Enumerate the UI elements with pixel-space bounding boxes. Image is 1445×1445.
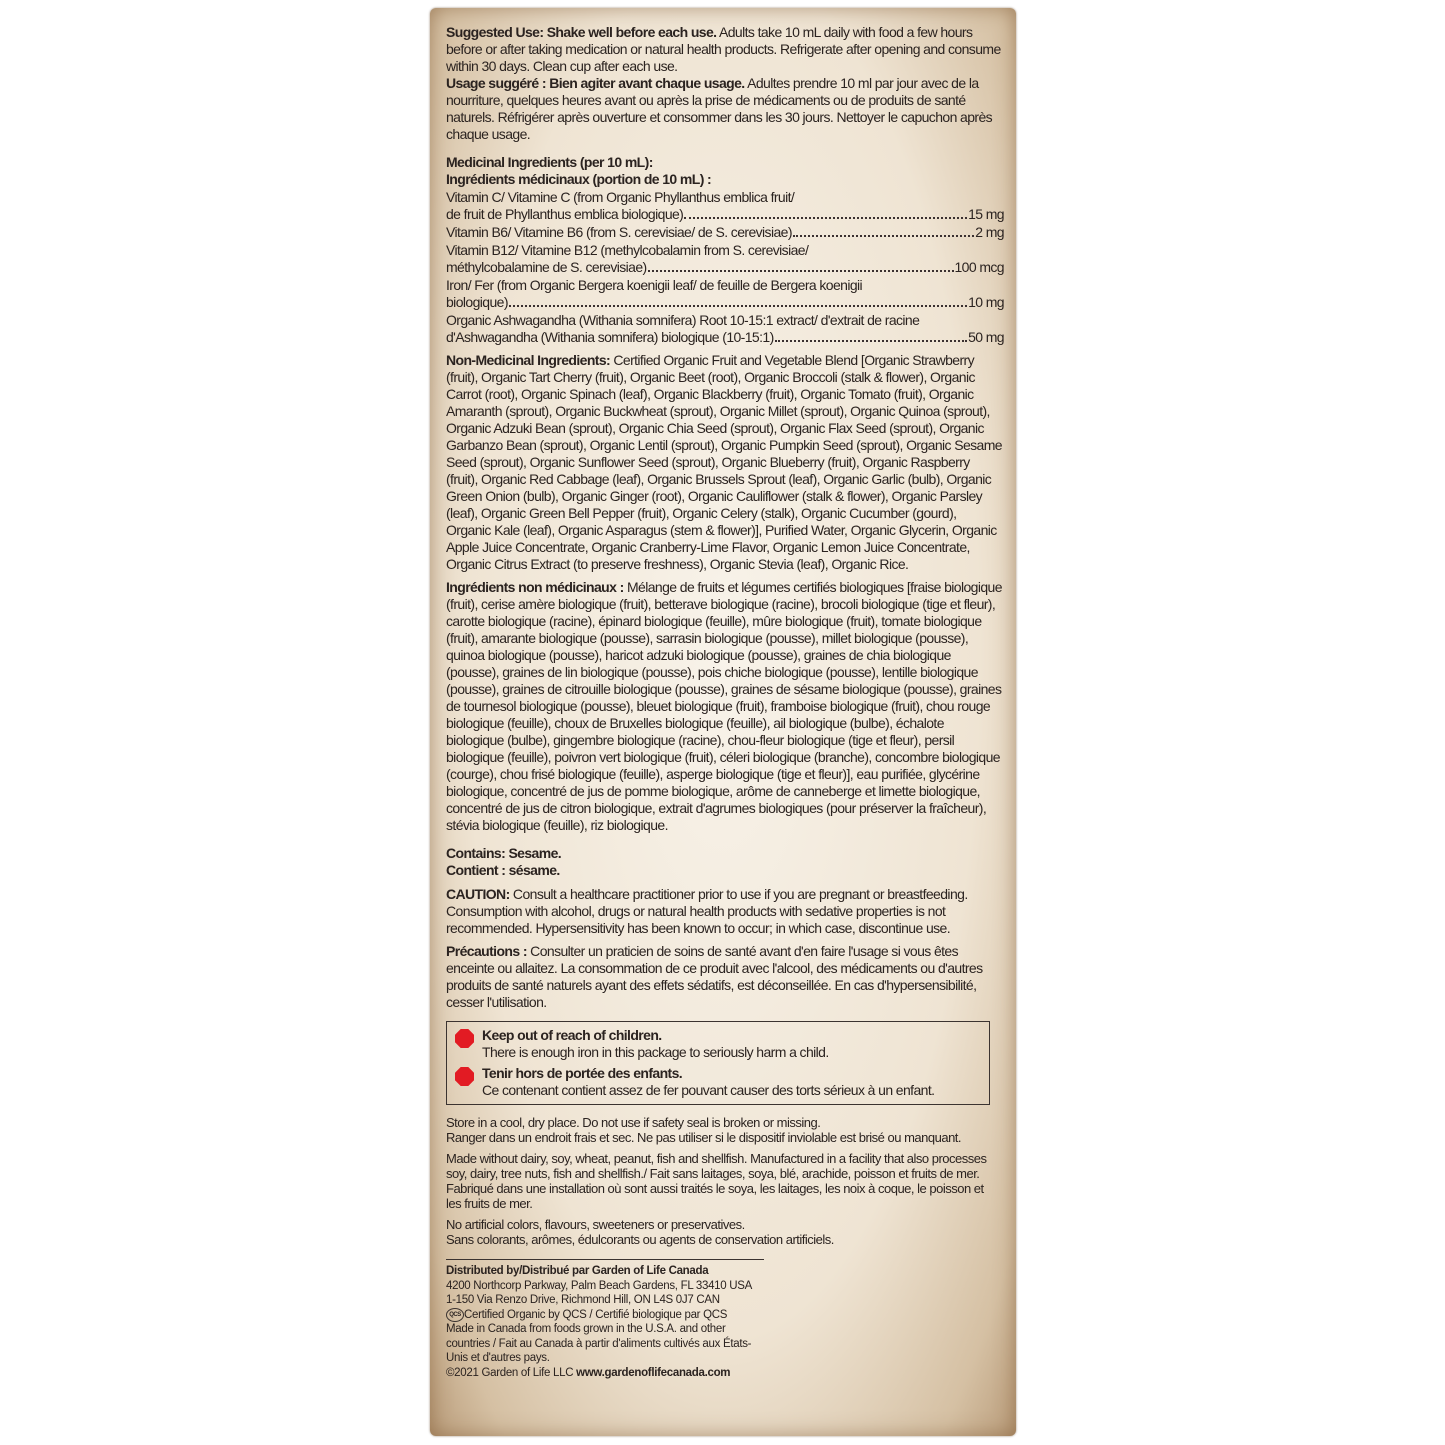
warning-item-en [455, 1027, 983, 1061]
ingredient-line: Vitamin B12/ Vitamine B12 (methylcobalamin from S. cerevisiae/ [446, 242, 809, 258]
caution-text: Consult a healthcare practitioner prior to use if you are pregnant or breastfeeding. Consumption with alcohol, drugs or natural health products with sedative properties is not recommended. Hypersensitivity has been known to occur; in which case, discontinue use. [446, 886, 968, 936]
distributor-address-us: 4200 Northcorp Parkway, Palm Beach Gardens, FL 33410 USA [446, 1279, 753, 1292]
no-artificial-fr: Sans colorants, arômes, édulcorants ou agents de conservation artificiels. [446, 1232, 834, 1247]
supplement-label-panel [430, 8, 1016, 1436]
qcs-logo-icon: QCS [446, 1308, 464, 1322]
non-medicinaux-heading: Ingrédients non médicinaux : [446, 579, 624, 595]
child-warning-box [446, 1021, 990, 1105]
ingredient-amount: 10 mg [968, 294, 1004, 310]
leader-dots [793, 235, 974, 237]
precautions-heading: Précautions : [446, 943, 527, 959]
non-medicinal-en [446, 352, 1004, 573]
certified-organic-line [446, 1308, 766, 1323]
suggested-use-en [446, 24, 1004, 75]
distributor-address-ca: 1-150 Via Renzo Drive, Richmond Hill, ON L4S 0J7 CAN [446, 1294, 720, 1306]
storage-fr: Ranger dans un endroit frais et sec. Ne pas utiliser si le dispositif inviolable est brisé ou manquant. [446, 1130, 962, 1145]
ingredient-amount: 50 mg [968, 329, 1004, 345]
non-medicinal-text: Certified Organic Fruit and Vegetable Blend [Organic Strawberry (fruit), Organic Tart Cherry (fruit), Organic Beet (root), Organic Broccoli (stalk & flower), Organic Carrot (root), Organic Spinach (leaf), Organic Blackberry (fruit), Organic Tomato (fruit), Organic Amaranth (sprout), Organic Buckwheat (sprout), Organic Millet (sprout), Organic Quinoa (sprout), Organic Adzuki Bean (sprout), Organic Chia Seed (sprout), Organic Flax Seed (sprout), Organic Garbanzo Bean (sprout), Organic Lentil (sprout), Organic Pumpkin Seed (sprout), Organic Sesame Seed (sprout), Organic Sunflower Seed (sprout), Organic Blueberry (fruit), Organic Raspberry (fruit), Organic Red Cabbage (leaf), Organic Brussels Sprout (leaf), Organic Garlic (bulb), Organic Green Onion (bulb), Organic Ginger (root), Organic Cauliflower (stalk & flower), Organic Parsley (leaf), Organic Green Bell Pepper (fruit), Organic Celery (stalk), Organic Cucumber (gourd), Organic Kale (leaf), Organic Asparagus (stem & flower)], Purified Water, Organic Glycerin, Organic Apple Juice Concentrate, Organic Cranberry-Lime Flavor, Organic Lemon Juice Concentrate, Organic Citrus Extract (to preserve freshness), Organic Stevia (leaf), Organic Rice. [446, 352, 1002, 572]
ingredient-line: méthylcobalamine de S. cerevisiae) [446, 259, 647, 275]
distributor-heading: Distributed by/Distribué par Garden of Life Canada [446, 1265, 709, 1277]
usage-suggere-heading: Usage suggéré : Bien agiter avant chaque usage. [446, 75, 745, 91]
contains-fr: Contient : sésame. [446, 862, 560, 878]
non-medicinaux-text: Mélange de fruits et légumes certifiés biologiques [fraise biologique (fruit), cerise amère biologique (fruit), betterave biologique (racine), brocoli biologique (tige et fleur), carotte biologique (racine), épinard biologique (feuille), mûre biologique (fruit), tomate biologique (fruit), amarante biologique (pousse), sarrasin biologique (pousse), millet biologique (pousse), quinoa biologique (pousse), haricot adzuki biologique (pousse), graines de chia biologique (pousse), graines de lin biologique (pousse), pois chiche biologique (pousse), lentille biologique (pousse), graines de citrouille biologique (pousse), graines de sésame biologique (pousse), graines de tournesol biologique (pousse), bleuet biologique (fruit), framboise biologique (fruit), chou rouge biologique (feuille), choux de Bruxelles biologique (feuille), ail biologique (bulbe), échalote biologique (bulbe), gingembre biologique (racine), chou-fleur biologique (tige et fleur), persil biologique (feuille), poivron vert biologique (fruit), céleri biologique (branche), concombre biologique (courge), chou frisé biologique (feuille), asperge biologique (tige et fleur)], eau purifiée, glycérine biologique, concentré de jus de pomme biologique, arôme de canneberge et limette biologique, concentré de jus de citron biologique, extrait d'agrumes biologiques (pour préserver la fraîcheur), stévia biologique (feuille), riz biologique. [446, 579, 1002, 833]
ingredient-amount: 2 mg [975, 224, 1004, 240]
ingredient-line: Iron/ Fer (from Organic Bergera koenigii leaf/ de feuille de Bergera koenigii [446, 277, 863, 293]
leader-dots [775, 340, 967, 342]
warning-text-fr: Ce contenant contient assez de fer pouvant causer des torts sérieux à un enfant. [482, 1082, 935, 1098]
allergen-statement: Made without dairy, soy, wheat, peanut, fish and shellfish. Manufactured in a facility that also processes soy, dairy, tree nuts, fish and shellfish./ Fait sans laitages, soya, blé, arachide, poisson et fruits de mer. Fabriqué dans une installation où sont aussi traités le soya, les laitages, les noix à coque, le poisson et les fruits de mer. [446, 1151, 987, 1211]
storage-section [446, 1115, 1004, 1145]
ingredient-line: Organic Ashwagandha (Withania somnifera) Root 10-15:1 extract/ d'extrait de racine [446, 312, 920, 328]
ingredient-line: Vitamin C/ Vitamine C (from Organic Phyllanthus emblica fruit/ [446, 189, 795, 205]
suggested-use-heading: Suggested Use: Shake well before each use. [446, 24, 717, 40]
medicinal-heading-fr: Ingrédients médicinaux (portion de 10 mL) : [446, 171, 712, 187]
no-artificial-en: No artificial colors, flavours, sweeteners or preservatives. [446, 1217, 745, 1232]
copyright-line [446, 1366, 766, 1381]
non-medicinal-fr [446, 579, 1004, 834]
no-artificial-section [446, 1217, 1004, 1247]
warning-item-fr [455, 1065, 983, 1099]
caution-en [446, 886, 1004, 937]
ingredient-line: biologique) [446, 294, 508, 310]
caution-heading: CAUTION: [446, 886, 510, 902]
label-content [446, 24, 1004, 1380]
made-in-canada: Made in Canada from foods grown in the U.S.A. and other countries / Fait au Canada à partir d'aliments cultivés aux États-Unis et d'autres pays. [446, 1323, 752, 1365]
ingredient-line: de fruit de Phyllanthus emblica biologique) [446, 206, 684, 222]
caution-fr [446, 943, 1004, 1011]
leader-dots [684, 217, 967, 219]
warning-title-en: Keep out of reach of children. [482, 1027, 662, 1043]
ingredient-vitamin-b6 [446, 224, 1004, 241]
warning-title-fr: Tenir hors de portée des enfants. [482, 1065, 683, 1081]
non-medicinal-heading: Non-Medicinal Ingredients: [446, 352, 611, 368]
ingredient-vitamin-b12 [446, 242, 1004, 276]
leader-dots [509, 305, 967, 307]
suggested-use-text: Adults take 10 mL daily with food a few hours before or after taking medication or natural health products. Refrigerate after opening and consume within 30 days. Clean cup after each use. [446, 24, 1001, 74]
ingredient-iron [446, 277, 1004, 311]
suggested-use-fr [446, 75, 1004, 143]
distributor-block [446, 1264, 766, 1380]
website-link[interactable]: www.gardenoflifecanada.com [576, 1366, 731, 1379]
warning-text-en: There is enough iron in this package to seriously harm a child. [482, 1044, 829, 1060]
ingredient-amount: 100 mcg [954, 259, 1004, 275]
ingredient-line: d'Ashwagandha (Withania somnifera) biologique (10-15:1) [446, 329, 774, 345]
medicinal-heading-en: Medicinal Ingredients (per 10 mL): [446, 154, 653, 170]
stop-sign-icon [455, 1067, 474, 1086]
certified-organic-text: Certified Organic by QCS / Certifié biologique par QCS [464, 1308, 728, 1321]
stop-sign-icon [455, 1029, 474, 1048]
precautions-text: Consulter un praticien de soins de santé avant d'en faire l'usage si vous êtes enceinte ou allaitez. La consommation de ce produit avec l'alcool, des médicaments ou d'autres produits de santé naturels ayant des effets sédatifs, est déconseillée. En cas d'hypersensibilité, cesser l'utilisation. [446, 943, 983, 1010]
contains-en: Contains: Sesame. [446, 845, 562, 861]
ingredient-vitamin-c [446, 189, 1004, 223]
ingredient-line: Vitamin B6/ Vitamine B6 (from S. cerevisiae/ de S. cerevisiae) [446, 224, 792, 240]
ingredient-amount: 15 mg [968, 206, 1004, 222]
section-divider [446, 1259, 764, 1260]
copyright: ©2021 Garden of Life LLC [446, 1366, 574, 1379]
usage-suggere-text: Adultes prendre 10 ml par jour avec de la nourriture, quelques heures avant ou après la prise de médicaments ou de produits de santé naturels. Réfrigérer après ouverture et consommer dans les 30 jours. Nettoyer le capuchon après chaque usage. [446, 75, 993, 142]
medicinal-ingredients-list [446, 189, 1004, 346]
leader-dots [648, 270, 954, 272]
ingredient-ashwagandha [446, 312, 1004, 346]
storage-en: Store in a cool, dry place. Do not use if safety seal is broken or missing. [446, 1115, 821, 1130]
